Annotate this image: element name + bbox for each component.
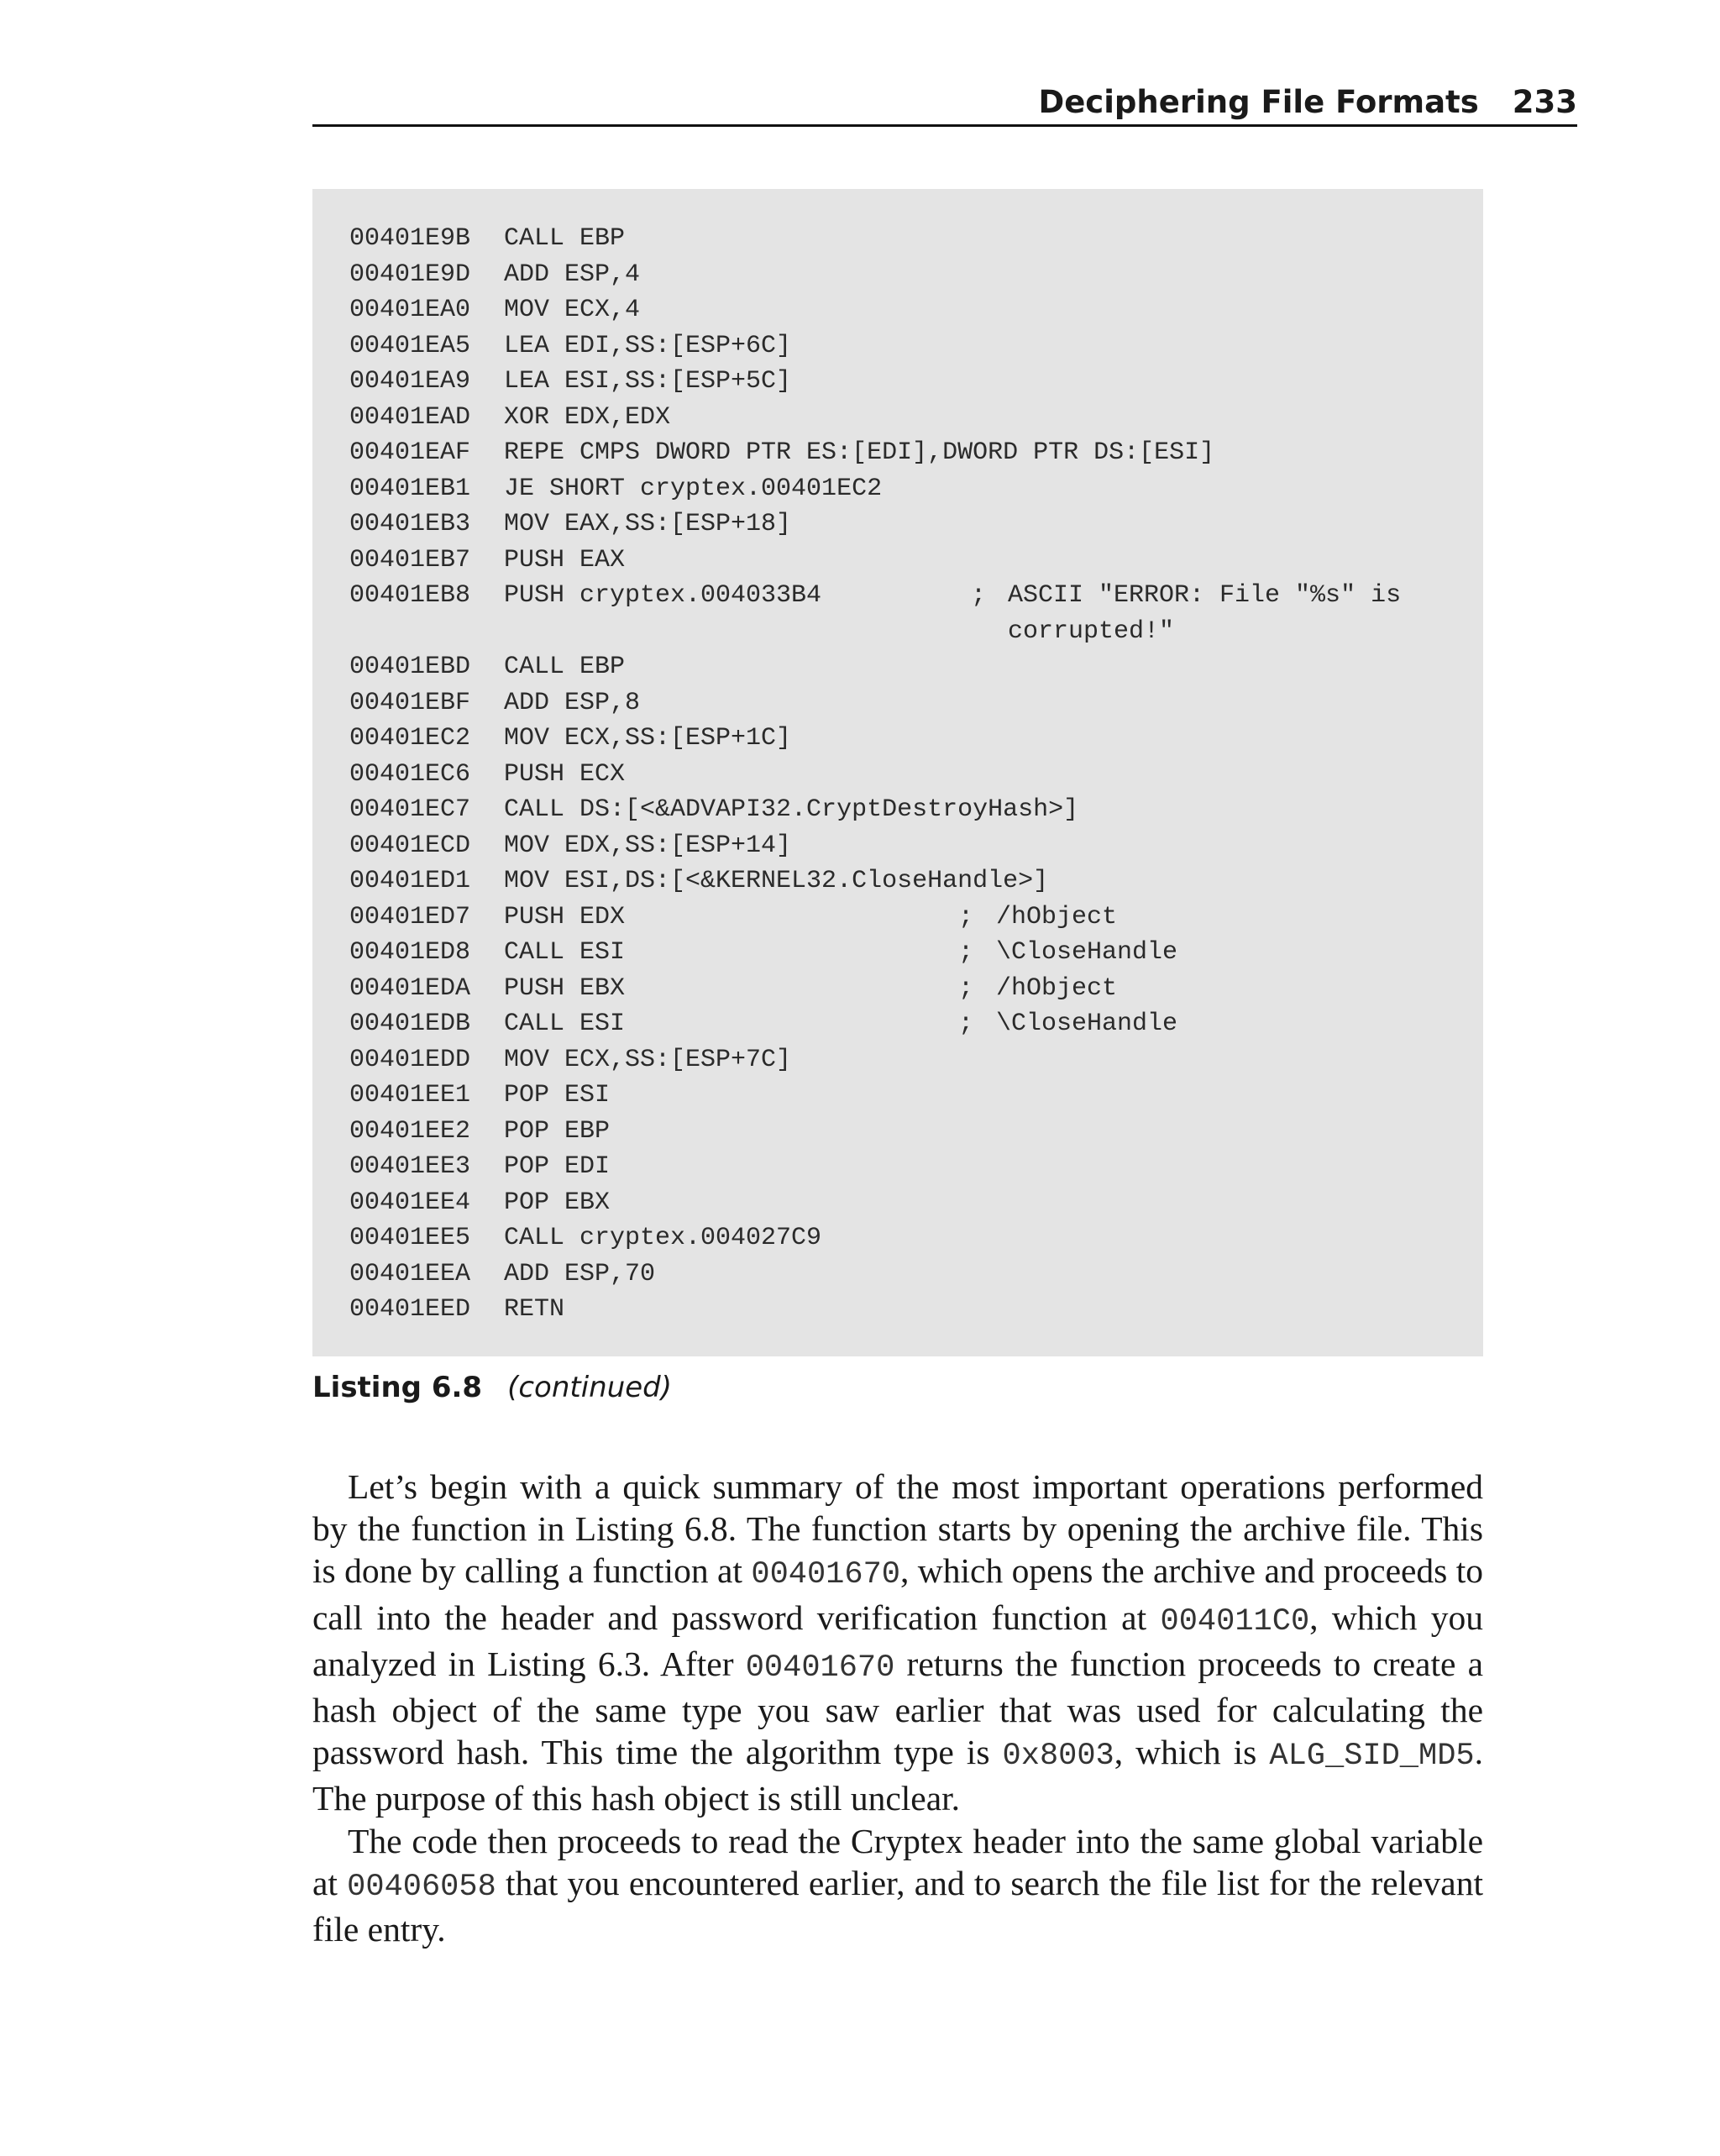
code-instruction: MOV ECX,SS:[ESP+7C] xyxy=(504,1045,792,1074)
code-instruction: CALL ESI xyxy=(504,938,626,967)
text-run: Let’s begin with a quick summary of the most important operations performed by the function in Listing 6.8. The function starts by opening the archive file. This is done by calling a function at xyxy=(312,1467,1483,1591)
text-run: , which is xyxy=(1114,1733,1270,1772)
code-address: 00401EBD xyxy=(349,653,471,681)
code-address: 00401EB1 xyxy=(349,474,471,503)
code-instruction: MOV EDX,SS:[ESP+14] xyxy=(504,831,792,860)
code-address: 00401EE5 xyxy=(349,1224,471,1252)
body-text xyxy=(312,1466,1483,1950)
page-number: 233 xyxy=(1512,84,1577,120)
code-address: 00401EAD xyxy=(349,402,471,432)
code-instruction: CALL EBP xyxy=(504,653,626,681)
inline-code: 0x8003 xyxy=(1002,1739,1114,1775)
code-address: 00401EB3 xyxy=(349,510,471,538)
inline-code: 00406058 xyxy=(347,1869,496,1905)
comment-marker: ; xyxy=(958,902,974,931)
code-instruction: PUSH EAX xyxy=(504,545,626,574)
code-address: 00401EE1 xyxy=(349,1081,471,1109)
code-address: 00401EBF xyxy=(349,688,471,717)
code-address: 00401ED1 xyxy=(349,867,471,895)
comment-marker: ; xyxy=(971,581,987,610)
comment-marker: ; xyxy=(958,938,974,967)
comment-marker: ; xyxy=(958,1010,974,1038)
paragraph xyxy=(312,1820,1483,1951)
code-instruction: MOV EAX,SS:[ESP+18] xyxy=(504,510,792,538)
code-instruction: PUSH ECX xyxy=(504,759,626,789)
comment-marker: ; xyxy=(958,973,974,1003)
header-title: Deciphering File Formats xyxy=(1038,84,1479,120)
code-address: 00401EB8 xyxy=(349,581,471,610)
code-instruction: POP EBX xyxy=(504,1188,611,1217)
code-instruction: MOV ESI,DS:[<&KERNEL32.CloseHandle>] xyxy=(504,867,1049,895)
text-run: returns the function proceeds to create a hash object of the same type you saw earlier that was used for calculating the password hash. This time the algorithm type is xyxy=(312,1644,1483,1772)
code-address: 00401EC6 xyxy=(349,759,471,789)
code-comment: /hObject xyxy=(996,902,1118,931)
caption-label: Listing 6.8 xyxy=(312,1371,483,1404)
code-address: 00401EA5 xyxy=(349,331,471,360)
code-instruction: LEA EDI,SS:[ESP+6C] xyxy=(504,331,792,360)
listing-caption xyxy=(312,1367,672,1408)
code-address: 00401EED xyxy=(349,1295,471,1324)
inline-code: 00401670 xyxy=(751,1557,900,1593)
code-instruction: CALL EBP xyxy=(504,224,626,253)
code-comment: \CloseHandle xyxy=(996,1010,1178,1038)
code-address: 00401E9B xyxy=(349,224,471,253)
code-comment: \CloseHandle xyxy=(996,938,1178,967)
code-comment: /hObject xyxy=(996,973,1118,1003)
code-instruction: REPE CMPS DWORD PTR ES:[EDI],DWORD PTR DS:[ESI] xyxy=(504,438,1215,467)
text-run: The code then proceeds to read the Cryptex header into the same global variable at xyxy=(312,1821,1483,1902)
code-instruction: ADD ESP,70 xyxy=(504,1259,656,1288)
code-comment: ASCII "ERROR: File "%s" is xyxy=(1008,581,1402,610)
code-instruction: JE SHORT cryptex.00401EC2 xyxy=(504,474,883,503)
code-instruction: LEA ESI,SS:[ESP+5C] xyxy=(504,367,792,396)
code-address: 00401EE3 xyxy=(349,1152,471,1181)
code-instruction: ADD ESP,4 xyxy=(504,260,641,289)
code-instruction: MOV ECX,SS:[ESP+1C] xyxy=(504,724,792,753)
code-address: 00401EE2 xyxy=(349,1116,471,1146)
code-address: 00401E9D xyxy=(349,260,471,289)
text-run: that you encountered earlier, and to search the file list for the relevant file entry. xyxy=(312,1863,1483,1949)
code-instruction: CALL DS:[<&ADVAPI32.CryptDestroyHash>] xyxy=(504,795,1079,824)
code-address: 00401ECD xyxy=(349,831,471,860)
code-instruction: CALL cryptex.004027C9 xyxy=(504,1224,822,1252)
code-instruction: POP ESI xyxy=(504,1081,611,1109)
text-run: , which opens the archive and proceeds to call into the header and password verification function at xyxy=(312,1551,1484,1637)
code-address: 00401ED7 xyxy=(349,902,471,931)
inline-code: 00401670 xyxy=(745,1650,895,1686)
code-address: 00401EC7 xyxy=(349,795,471,824)
code-address: 00401EDB xyxy=(349,1010,471,1038)
code-address: 00401EA0 xyxy=(349,296,471,324)
caption-text: (continued) xyxy=(507,1371,673,1404)
code-address: 00401EE4 xyxy=(349,1188,471,1217)
code-address: 00401EC2 xyxy=(349,724,471,753)
code-instruction: PUSH cryptex.004033B4 xyxy=(504,581,822,610)
text-run: , which you analyzed in Listing 6.3. After xyxy=(312,1597,1483,1683)
code-address: 00401ED8 xyxy=(349,938,471,967)
text-run: . The purpose of this hash object is still unclear. xyxy=(312,1733,1483,1818)
code-instruction: CALL ESI xyxy=(504,1010,626,1038)
code-comment: corrupted!" xyxy=(1008,616,1175,646)
code-address: 00401EA9 xyxy=(349,367,471,396)
running-header xyxy=(312,81,1577,127)
code-address: 00401EDA xyxy=(349,973,471,1003)
code-instruction: POP EDI xyxy=(504,1152,611,1181)
inline-code: ALG_SID_MD5 xyxy=(1269,1739,1475,1775)
code-instruction: PUSH EDX xyxy=(504,902,626,931)
code-instruction: ADD ESP,8 xyxy=(504,688,641,717)
code-instruction: XOR EDX,EDX xyxy=(504,402,671,432)
code-instruction: RETN xyxy=(504,1295,565,1324)
code-instruction: PUSH EBX xyxy=(504,973,626,1003)
code-listing xyxy=(312,189,1483,1356)
code-address: 00401EEA xyxy=(349,1259,471,1288)
code-address: 00401EB7 xyxy=(349,545,471,574)
code-address: 00401EDD xyxy=(349,1045,471,1074)
paragraph xyxy=(312,1466,1483,1820)
inline-code: 004011C0 xyxy=(1160,1603,1310,1639)
code-instruction: POP EBP xyxy=(504,1116,611,1146)
code-address: 00401EAF xyxy=(349,438,471,467)
code-instruction: MOV ECX,4 xyxy=(504,296,641,324)
